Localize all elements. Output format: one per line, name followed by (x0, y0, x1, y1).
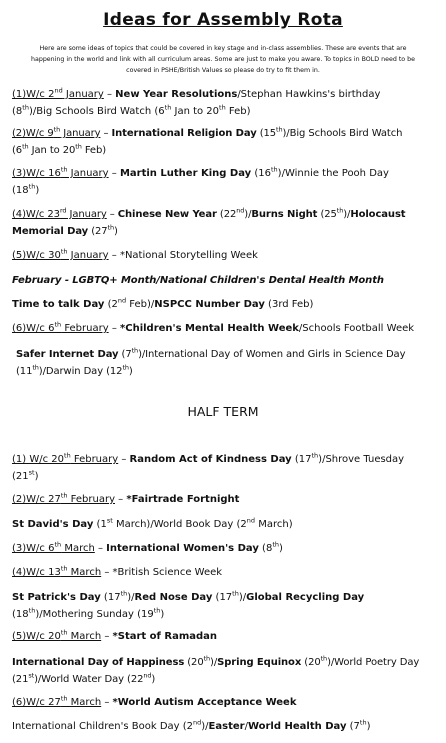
entry-safer-internet: Safer Internet Day (7th)/International Day of Women and Girls in Science Day (11th)/Darwin Day (12th) (16, 346, 406, 377)
week-label: (1) W/c 20th February (12, 451, 119, 465)
page-title: Ideas for Assembly Rota (103, 10, 343, 30)
week-label: (3)W/c 16th January (12, 165, 109, 179)
entry-st-patricks: St Patrick's Day (17th)/Red Nose Day (17th)/Global Recycling Day (18th)/Mothering Sunday (19th) (12, 589, 365, 620)
entry-week-5: (5)W/c 30th January – *National Storytelling Week (12, 247, 258, 261)
half-term-heading: HALF TERM (187, 404, 259, 419)
week-label: (3)W/c 6th March (12, 540, 95, 554)
week-label: (2)W/c 27th February (12, 491, 115, 505)
week-label: (5)W/c 30th January (12, 247, 109, 261)
entry-week-4: (4)W/c 23rd January – Chinese New Year (22nd)/Burns Night (25th)/Holocaust Memorial Day (27th) (12, 206, 406, 237)
entry-spring-week-5: (5)W/c 20th March – *Start of Ramadan (12, 628, 218, 642)
entry-st-davids: St David's Day (1st March)/World Book Day (2nd March) (12, 516, 293, 530)
entry-february-month: February - LGBTQ+ Month/National Children's Dental Health Month (12, 275, 384, 286)
entry-happiness-day: International Day of Happiness (20th)/Spring Equinox (20th)/World Poetry Day (21st)/World Water Day (22nd) (12, 654, 420, 685)
entry-week-2: (2)W/c 9th January – International Religion Day (15th)/Big Schools Bird Watch (6th Jan to 20th Feb) (12, 125, 403, 156)
week-label: (1)W/c 2nd January (12, 86, 104, 100)
entry-spring-week-3: (3)W/c 6th March – International Women's Day (8th) (12, 540, 283, 554)
week-label: (6)W/c 27th March (12, 694, 102, 708)
entry-week-3: (3)W/c 16th January – Martin Luther King Day (16th)/Winnie the Pooh Day (18th) (12, 165, 389, 196)
week-label: (4)W/c 23rd January (12, 206, 107, 220)
entry-spring-week-2: (2)W/c 27th February – *Fairtrade Fortnight (12, 491, 240, 505)
entry-spring-week-4: (4)W/c 13th March – *British Science Week (12, 564, 223, 578)
week-label: (5)W/c 20th March (12, 628, 102, 642)
entry-book-day: International Children's Book Day (2nd)/Easter/World Health Day (7th) (12, 718, 371, 732)
entry-week-1: (1)W/c 2nd January – New Year Resolutions/Stephan Hawkins's birthday (8th)/Big Schools Bird Watch (6th Jan to 20th Feb) (12, 86, 381, 117)
week-label: (4)W/c 13th March (12, 564, 102, 578)
entry-week-6: (6)W/c 6th February – *Children's Mental Health Week/Schools Football Week (12, 320, 415, 334)
intro-text: Here are some ideas of topics that could be covered in key stage and in-class assemblies. These are events that are happening in the world and link with all curriculum areas. Some are just to make you aware. To topics in BOLD need to be covered in PSHE/British Values so please do try to fit them in. (30, 45, 416, 74)
week-label: (6)W/c 6th February (12, 320, 109, 334)
entry-time-to-talk: Time to talk Day (2nd Feb)/NSPCC Number Day (3rd Feb) (12, 296, 314, 310)
week-label: (2)W/c 9th January (12, 125, 101, 139)
entry-spring-week-6: (6)W/c 27th March – *World Autism Acceptance Week (12, 694, 297, 708)
entry-spring-week-1: (1) W/c 20th February – Random Act of Kindness Day (17th)/Shrove Tuesday (21st) (12, 451, 405, 482)
